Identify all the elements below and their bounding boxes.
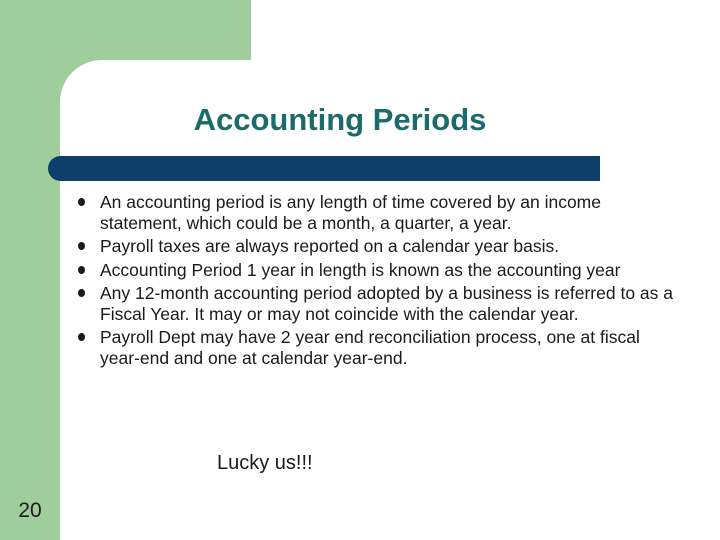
bullet-text: Any 12-month accounting period adopted by a business is referred to as a Fiscal Year. It may or may not coincide with the calendar year. <box>100 283 673 324</box>
bullet-text: An accounting period is any length of time covered by an income statement, which could be a month, a quarter, a year. <box>100 192 601 233</box>
green-left-strip <box>0 0 60 540</box>
bullet-text: Accounting Period 1 year in length is known as the accounting year <box>100 259 621 280</box>
closing-note: Lucky us!!! <box>217 452 313 474</box>
bullet-dot-icon <box>78 333 85 341</box>
bullet-list <box>76 192 676 371</box>
bullet-item <box>76 283 676 324</box>
bullet-item <box>76 327 676 368</box>
bullet-item <box>76 192 676 233</box>
title-underline-bar <box>60 156 600 181</box>
bullet-item <box>76 236 676 257</box>
bullet-item <box>76 260 676 281</box>
bullet-dot-icon <box>78 198 85 206</box>
page-number: 20 <box>18 499 42 522</box>
slide-title: Accounting Periods <box>193 102 487 137</box>
bullet-text: Payroll Dept may have 2 year end reconciliation process, one at fiscal year-end and one at calendar year-end. <box>100 327 640 368</box>
bullet-dot-icon <box>78 289 85 297</box>
bullet-dot-icon <box>78 242 85 250</box>
bullet-dot-icon <box>78 266 85 274</box>
bullet-text: Payroll taxes are always reported on a calendar year basis. <box>100 236 560 256</box>
